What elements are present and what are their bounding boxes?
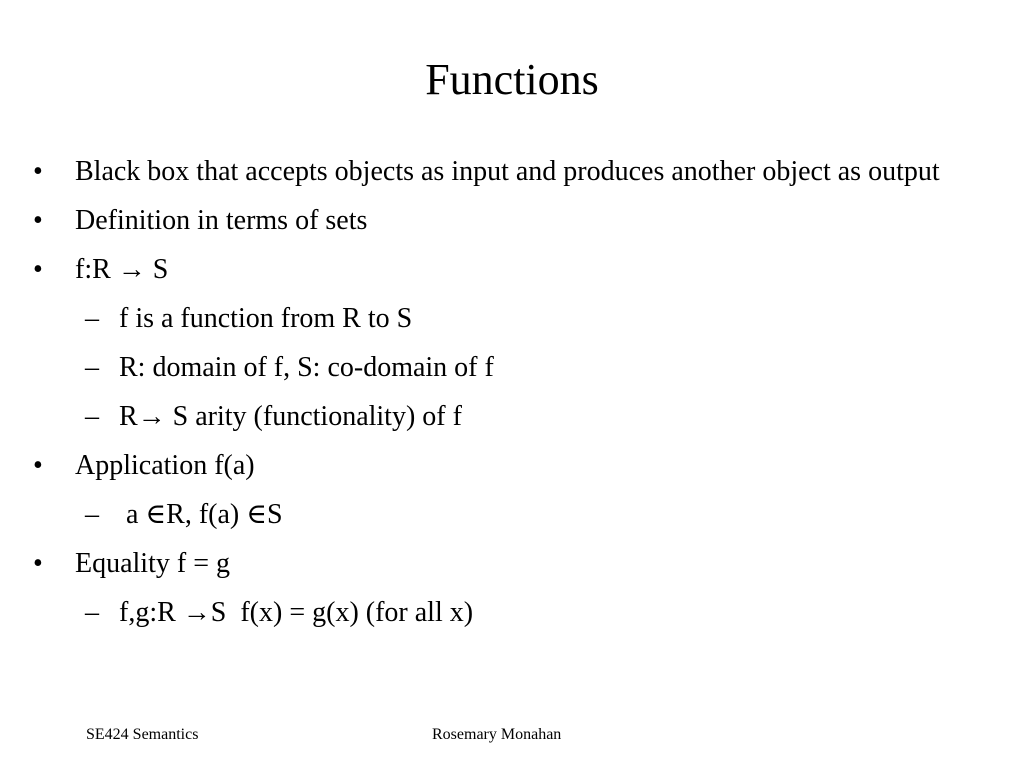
bullet-item <box>32 544 992 584</box>
sub-bullet-item <box>32 348 992 388</box>
sub-bullet-text: f is a function from R to S <box>119 303 413 334</box>
sub-bullet-marker: – <box>85 401 99 432</box>
footer-course: SE424 Semantics <box>86 726 199 743</box>
sub-bullet-item <box>32 593 992 633</box>
bullet-text: Definition in terms of sets <box>75 205 368 236</box>
bullet-text: Black box that accepts objects as input and produces another object as output <box>75 156 940 187</box>
bullet-marker: • <box>33 548 43 579</box>
bullet-text: Application f(a) <box>75 450 255 481</box>
bullet-marker: • <box>33 205 43 236</box>
bullet-item <box>32 152 992 192</box>
bullet-marker: • <box>33 254 43 285</box>
bullet-item <box>32 201 992 241</box>
slide-title: Functions <box>425 55 599 104</box>
bullet-item <box>32 446 992 486</box>
bullet-list <box>32 152 992 642</box>
bullet-text: f:R → S <box>75 254 169 285</box>
sub-bullet-item <box>32 495 992 535</box>
sub-bullet-text: R→ S arity (functionality) of f <box>119 401 462 432</box>
bullet-marker: • <box>33 156 43 187</box>
sub-bullet-marker: – <box>85 303 99 334</box>
sub-bullet-item <box>32 397 992 437</box>
sub-bullet-text: a ∈R, f(a) ∈S <box>119 499 283 530</box>
sub-bullet-marker: – <box>85 499 99 530</box>
bullet-marker: • <box>33 450 43 481</box>
sub-bullet-text: R: domain of f, S: co-domain of f <box>119 352 494 383</box>
sub-bullet-marker: – <box>85 597 99 628</box>
sub-bullet-marker: – <box>85 352 99 383</box>
bullet-text: Equality f = g <box>75 548 230 579</box>
footer-author: Rosemary Monahan <box>432 726 562 743</box>
sub-bullet-item <box>32 299 992 339</box>
bullet-item <box>32 250 992 290</box>
sub-bullet-text: f,g:R →S f(x) = g(x) (for all x) <box>119 597 474 628</box>
